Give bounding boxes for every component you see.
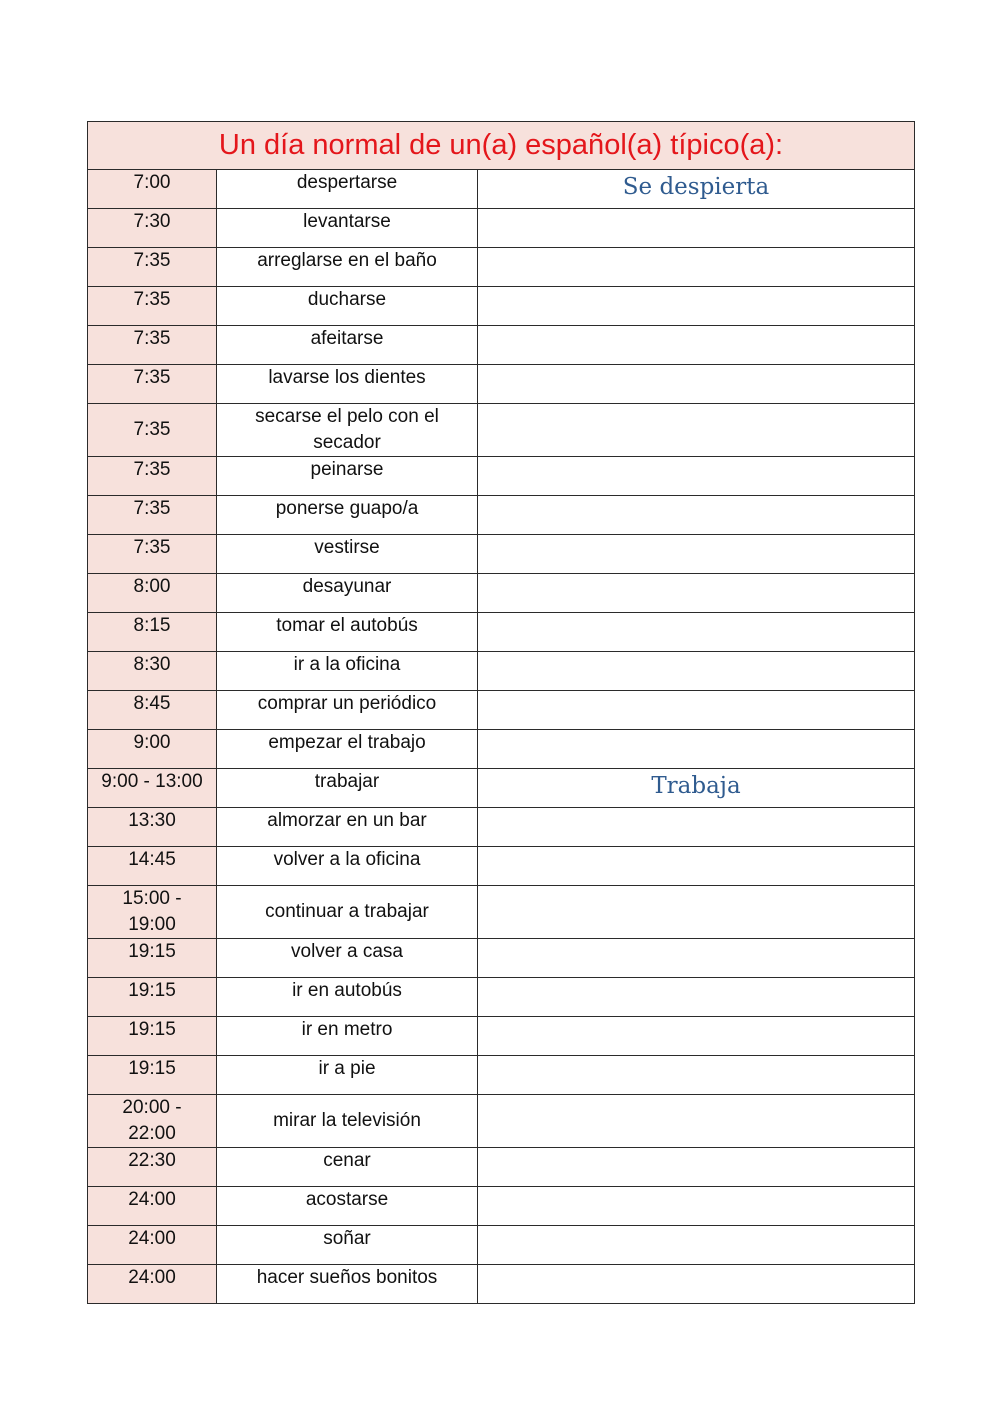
time-cell: 24:00 [88, 1265, 217, 1304]
activity-cell: trabajar [217, 769, 478, 808]
time-cell: 7:35 [88, 535, 217, 574]
activity-cell: ir a la oficina [217, 652, 478, 691]
table-row [88, 496, 915, 535]
time-cell: 7:35 [88, 457, 217, 496]
table-row [88, 574, 915, 613]
time-cell: 19:15 [88, 1056, 217, 1095]
answer-field[interactable] [478, 209, 915, 248]
time-cell: 8:15 [88, 613, 217, 652]
activity-cell: ir en autobús [217, 978, 478, 1017]
activity-cell: almorzar en un bar [217, 808, 478, 847]
table-row [88, 1187, 915, 1226]
answer-field[interactable] [478, 365, 915, 404]
answer-field[interactable] [478, 1017, 915, 1056]
time-cell: 7:35 [88, 365, 217, 404]
activity-cell: lavarse los dientes [217, 365, 478, 404]
table-row [88, 1265, 915, 1304]
time-cell: 9:00 - 13:00 [88, 769, 217, 808]
table-row [88, 808, 915, 847]
table-row [88, 978, 915, 1017]
answer-field[interactable] [478, 457, 915, 496]
table-row [88, 1148, 915, 1187]
time-cell: 9:00 [88, 730, 217, 769]
table-row [88, 730, 915, 769]
time-cell: 7:35 [88, 326, 217, 365]
time-cell: 8:45 [88, 691, 217, 730]
activity-cell: acostarse [217, 1187, 478, 1226]
answer-field[interactable] [478, 1187, 915, 1226]
activity-cell: arreglarse en el baño [217, 248, 478, 287]
answer-field[interactable]: Trabaja [478, 769, 915, 808]
answer-field[interactable] [478, 1056, 915, 1095]
table-row [88, 248, 915, 287]
time-cell: 24:00 [88, 1187, 217, 1226]
time-cell: 22:30 [88, 1148, 217, 1187]
answer-field[interactable] [478, 535, 915, 574]
answer-field[interactable] [478, 574, 915, 613]
activity-cell: empezar el trabajo [217, 730, 478, 769]
table-row [88, 457, 915, 496]
activity-cell: continuar a trabajar [217, 886, 478, 939]
answer-field[interactable]: Se despierta [478, 170, 915, 209]
table-row [88, 404, 915, 457]
time-cell: 7:35 [88, 287, 217, 326]
activity-cell: vestirse [217, 535, 478, 574]
time-cell: 7:30 [88, 209, 217, 248]
daily-routine-table [87, 121, 915, 1304]
time-cell: 8:30 [88, 652, 217, 691]
answer-field[interactable] [478, 886, 915, 939]
answer-field[interactable] [478, 287, 915, 326]
time-cell: 19:15 [88, 939, 217, 978]
table-row [88, 613, 915, 652]
activity-cell: mirar la televisión [217, 1095, 478, 1148]
answer-field[interactable] [478, 1095, 915, 1148]
table-row [88, 847, 915, 886]
table-row [88, 886, 915, 939]
table-row [88, 1017, 915, 1056]
activity-cell: ir a pie [217, 1056, 478, 1095]
time-cell: 7:35 [88, 404, 217, 457]
answer-field[interactable] [478, 939, 915, 978]
time-cell: 7:35 [88, 248, 217, 287]
activity-cell: tomar el autobús [217, 613, 478, 652]
activity-cell: secarse el pelo con el secador [217, 404, 478, 457]
answer-field[interactable] [478, 808, 915, 847]
table-row [88, 535, 915, 574]
answer-field[interactable] [478, 1226, 915, 1265]
time-cell: 8:00 [88, 574, 217, 613]
time-cell: 7:00 [88, 170, 217, 209]
answer-field[interactable] [478, 326, 915, 365]
table-row [88, 939, 915, 978]
table-row [88, 691, 915, 730]
table-row [88, 1226, 915, 1265]
activity-cell: ir en metro [217, 1017, 478, 1056]
table-row [88, 652, 915, 691]
activity-cell: soñar [217, 1226, 478, 1265]
activity-cell: cenar [217, 1148, 478, 1187]
activity-cell: comprar un periódico [217, 691, 478, 730]
table-row [88, 1095, 915, 1148]
activity-cell: afeitarse [217, 326, 478, 365]
table-row [88, 287, 915, 326]
activity-cell: peinarse [217, 457, 478, 496]
time-cell: 15:00 - 19:00 [88, 886, 217, 939]
answer-field[interactable] [478, 730, 915, 769]
time-cell: 19:15 [88, 978, 217, 1017]
activity-cell: desayunar [217, 574, 478, 613]
activity-cell: volver a la oficina [217, 847, 478, 886]
answer-field[interactable] [478, 613, 915, 652]
answer-field[interactable] [478, 847, 915, 886]
worksheet-title: Un día normal de un(a) español(a) típico(a): [88, 122, 915, 170]
activity-cell: hacer sueños bonitos [217, 1265, 478, 1304]
table-row [88, 1056, 915, 1095]
activity-cell: levantarse [217, 209, 478, 248]
time-cell: 13:30 [88, 808, 217, 847]
answer-field[interactable] [478, 691, 915, 730]
activity-cell: volver a casa [217, 939, 478, 978]
answer-field[interactable] [478, 652, 915, 691]
answer-field[interactable] [478, 404, 915, 457]
activity-cell: despertarse [217, 170, 478, 209]
time-cell: 19:15 [88, 1017, 217, 1056]
answer-field[interactable] [478, 496, 915, 535]
answer-field[interactable] [478, 1265, 915, 1304]
activity-cell: ponerse guapo/a [217, 496, 478, 535]
time-cell: 24:00 [88, 1226, 217, 1265]
table-row [88, 326, 915, 365]
table-row [88, 365, 915, 404]
table-row [88, 170, 915, 209]
time-cell: 20:00 - 22:00 [88, 1095, 217, 1148]
table-row [88, 209, 915, 248]
table-row [88, 769, 915, 808]
answer-field[interactable] [478, 1148, 915, 1187]
time-cell: 14:45 [88, 847, 217, 886]
title-row [88, 122, 915, 170]
answer-field[interactable] [478, 248, 915, 287]
time-cell: 7:35 [88, 496, 217, 535]
answer-field[interactable] [478, 978, 915, 1017]
activity-cell: ducharse [217, 287, 478, 326]
